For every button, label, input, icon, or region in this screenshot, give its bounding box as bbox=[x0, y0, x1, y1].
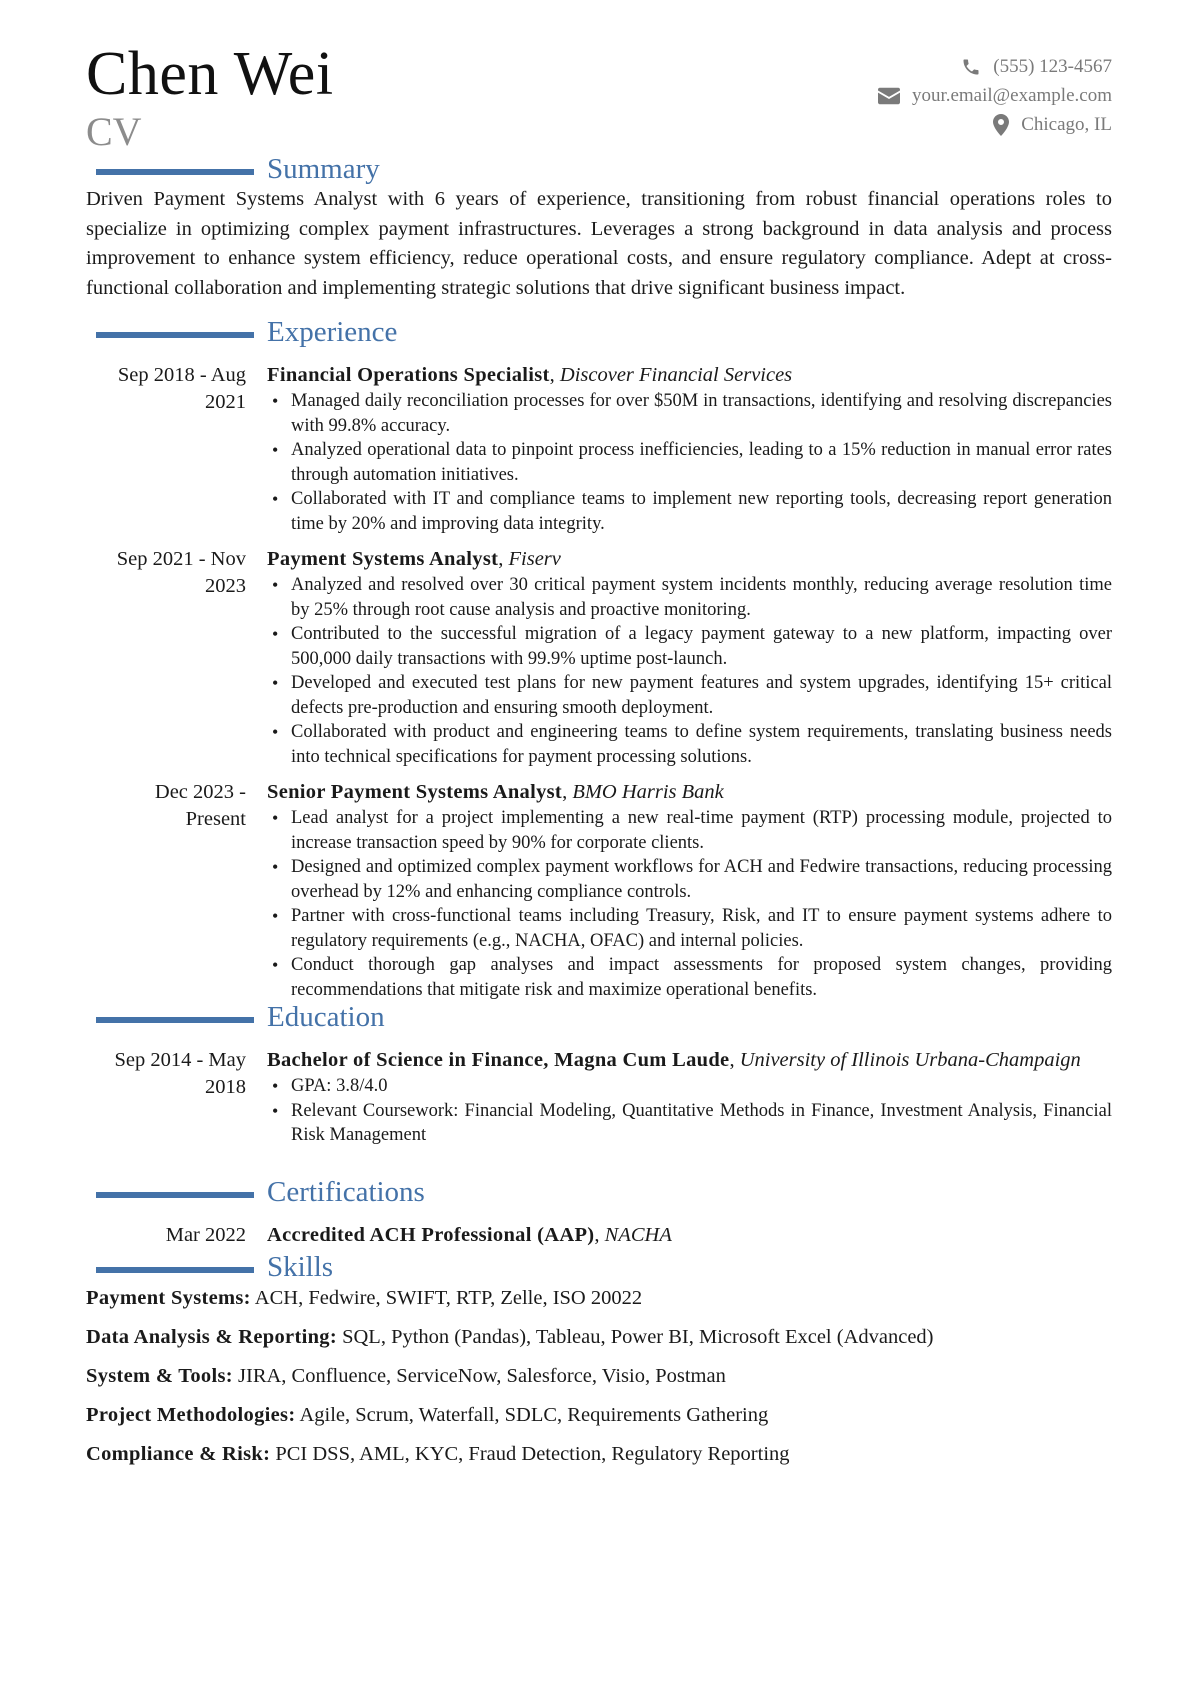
entry-title: Accredited ACH Professional (AAP), NACHA bbox=[267, 1224, 672, 1246]
document-subtitle: CV bbox=[86, 109, 142, 154]
contact-block bbox=[878, 52, 1112, 139]
entry-date bbox=[86, 546, 246, 769]
list-item: • Conduct thorough gap analyses and impact assessments for proposed system changes, providing recommendations that mitigate risk and maximize operational benefits. bbox=[272, 955, 1112, 1000]
list-item: • Collaborated with IT and compliance teams to implement new reporting tools, decreasing report generation time by 20% and improving data integrity. bbox=[272, 489, 1112, 534]
section-title: Certifications bbox=[267, 1176, 425, 1208]
date-line: Dec 2023 - bbox=[154, 781, 246, 803]
entry-title: Payment Systems Analyst, Fiserv bbox=[267, 548, 561, 570]
section-accent-bar bbox=[96, 332, 254, 338]
list-item: • GPA: 3.8/4.0 bbox=[272, 1076, 388, 1096]
entry-body bbox=[267, 779, 1112, 1002]
date-line: Present bbox=[185, 808, 246, 830]
skill-row bbox=[86, 1435, 1112, 1474]
certification-name: Accredited ACH Professional (AAP) bbox=[267, 1224, 595, 1246]
job-role: Payment Systems Analyst bbox=[267, 548, 499, 570]
entry-date bbox=[86, 779, 246, 1002]
institution: University of Illinois Urbana-Champaign bbox=[739, 1049, 1081, 1071]
skill-value: PCI DSS, AML, KYC, Fraud Detection, Regulatory Reporting bbox=[275, 1443, 790, 1465]
skill-label: Project Methodologies: bbox=[86, 1404, 296, 1426]
experience-heading bbox=[86, 318, 1112, 352]
date-line: 2021 bbox=[205, 391, 246, 413]
location-text: Chicago, IL bbox=[1021, 113, 1112, 135]
summary-text: Driven Payment Systems Analyst with 6 years of experience, transitioning from robust financial operations roles to specialize in optimizing complex payment infrastructures. Leverages a strong background in data analysis and process improvement to enhance system efficiency, reduce operational costs, and ensure regulatory compliance. Adept at cross-functional collaboration and implementing strategic solutions that drive significant business impact. bbox=[86, 188, 1112, 299]
skill-label: System & Tools: bbox=[86, 1365, 233, 1387]
contact-phone[interactable] bbox=[878, 52, 1112, 81]
contact-location bbox=[878, 110, 1112, 139]
job-role: Senior Payment Systems Analyst bbox=[267, 781, 563, 803]
experience-entry bbox=[86, 546, 1112, 769]
skill-value: JIRA, Confluence, ServiceNow, Salesforce, Visio, Postman bbox=[238, 1365, 726, 1387]
cv-page bbox=[86, 0, 1112, 1683]
experience-entry bbox=[86, 362, 1112, 536]
phone-icon bbox=[961, 57, 981, 77]
experience-entry bbox=[86, 779, 1112, 1002]
entry-title: Financial Operations Specialist, Discover Financial Services bbox=[267, 364, 793, 386]
certifications-heading bbox=[86, 1178, 1112, 1212]
list-item: • Contributed to the successful migration of a legacy payment gateway to a new platform, impacting over 500,000 daily transactions with 99.9% uptime post-launch. bbox=[272, 624, 1112, 669]
job-org: BMO Harris Bank bbox=[572, 781, 724, 803]
entry-title: Bachelor of Science in Finance, Magna Cum Laude, University of Illinois Urbana-Champaign bbox=[267, 1049, 1081, 1071]
contact-email[interactable] bbox=[878, 81, 1112, 110]
list-item: • Lead analyst for a project implementing a new real-time payment (RTP) processing module, projected to increase transaction speed by 90% for corporate clients. bbox=[272, 808, 1112, 853]
bullet-list bbox=[267, 806, 1112, 1002]
job-org: Fiserv bbox=[508, 548, 561, 570]
envelope-icon bbox=[878, 87, 900, 105]
skill-row bbox=[86, 1318, 1112, 1357]
entry-date bbox=[86, 362, 246, 536]
bullet-list bbox=[267, 573, 1112, 769]
skill-label: Payment Systems: bbox=[86, 1287, 251, 1309]
list-item: • Developed and executed test plans for new payment features and system upgrades, identifying 15+ critical defects pre-production and ensuring smooth deployment. bbox=[272, 673, 1112, 718]
entry-date bbox=[86, 1047, 246, 1148]
skills-heading bbox=[86, 1253, 1112, 1287]
map-pin-icon bbox=[993, 114, 1009, 136]
list-item: • Designed and optimized complex payment workflows for ACH and Fedwire transactions, reducing processing overhead by 12% and enhancing compliance controls. bbox=[272, 857, 1112, 902]
section-accent-bar bbox=[96, 1192, 254, 1198]
entry-body bbox=[267, 546, 1112, 769]
section-accent-bar bbox=[96, 1267, 254, 1273]
experience-section bbox=[86, 318, 1112, 1002]
entry-body bbox=[267, 1047, 1112, 1148]
skill-row bbox=[86, 1396, 1112, 1435]
education-entry bbox=[86, 1047, 1112, 1148]
section-accent-bar bbox=[96, 169, 254, 175]
candidate-name: Chen Wei bbox=[86, 40, 334, 108]
phone-text: (555) 123-4567 bbox=[993, 55, 1112, 77]
date-line: Sep 2014 - May bbox=[114, 1049, 246, 1071]
list-item: • Analyzed operational data to pinpoint process inefficiencies, leading to a 15% reduction in manual error rates through automation initiatives. bbox=[272, 440, 1112, 485]
skill-label: Data Analysis & Reporting: bbox=[86, 1326, 337, 1348]
certification-entry bbox=[86, 1222, 1112, 1249]
skills-section bbox=[86, 1253, 1112, 1474]
list-item: • Collaborated with product and engineering teams to define system requirements, translating business needs into technical specifications for payment processing solutions. bbox=[272, 722, 1112, 767]
bullet-list bbox=[267, 1074, 1112, 1148]
education-section bbox=[86, 1003, 1112, 1148]
summary-heading bbox=[86, 155, 1112, 189]
list-item: • Partner with cross-functional teams including Treasury, Risk, and IT to ensure payment systems adhere to regulatory requirements (e.g., NACHA, OFAC) and internal policies. bbox=[272, 906, 1112, 951]
summary-section bbox=[86, 155, 1112, 303]
entry-body bbox=[267, 362, 1112, 536]
entry-body bbox=[267, 1222, 1112, 1249]
certification-org: NACHA bbox=[604, 1224, 672, 1246]
skill-value: ACH, Fedwire, SWIFT, RTP, Zelle, ISO 20022 bbox=[254, 1287, 643, 1309]
education-heading bbox=[86, 1003, 1112, 1037]
section-title: Skills bbox=[267, 1251, 334, 1283]
skill-row bbox=[86, 1357, 1112, 1396]
degree: Bachelor of Science in Finance, Magna Cum Laude bbox=[267, 1049, 730, 1071]
section-accent-bar bbox=[96, 1017, 254, 1023]
date-line: Sep 2018 - Aug bbox=[117, 364, 246, 386]
entry-date: Mar 2022 bbox=[165, 1224, 246, 1246]
date-line: 2018 bbox=[205, 1076, 246, 1098]
job-role: Financial Operations Specialist bbox=[267, 364, 550, 386]
entry-title: Senior Payment Systems Analyst, BMO Harris Bank bbox=[267, 781, 724, 803]
date-line: Sep 2021 - Nov bbox=[116, 548, 246, 570]
section-title: Experience bbox=[267, 316, 398, 348]
email-link[interactable]: your.email@example.com bbox=[911, 84, 1112, 106]
skills-list bbox=[86, 1279, 1112, 1474]
skill-value: Agile, Scrum, Waterfall, SDLC, Requirements Gathering bbox=[299, 1404, 769, 1426]
list-item: • Managed daily reconciliation processes for over $50M in transactions, identifying and resolving discrepancies with 99.8% accuracy. bbox=[272, 391, 1112, 436]
job-org: Discover Financial Services bbox=[559, 364, 793, 386]
list-item: • Analyzed and resolved over 30 critical payment system incidents monthly, reducing average resolution time by 25% through root cause analysis and proactive monitoring. bbox=[272, 575, 1112, 620]
certifications-section bbox=[86, 1178, 1112, 1249]
list-item: • Relevant Coursework: Financial Modeling, Quantitative Methods in Finance, Investment Analysis, Financial Risk Management bbox=[272, 1100, 1112, 1145]
bullet-list bbox=[267, 389, 1112, 536]
skill-label: Compliance & Risk: bbox=[86, 1443, 271, 1465]
section-title: Education bbox=[267, 1001, 385, 1033]
section-title: Summary bbox=[267, 153, 380, 185]
date-line: 2023 bbox=[205, 575, 246, 597]
skill-value: SQL, Python (Pandas), Tableau, Power BI, Microsoft Excel (Advanced) bbox=[342, 1326, 934, 1348]
